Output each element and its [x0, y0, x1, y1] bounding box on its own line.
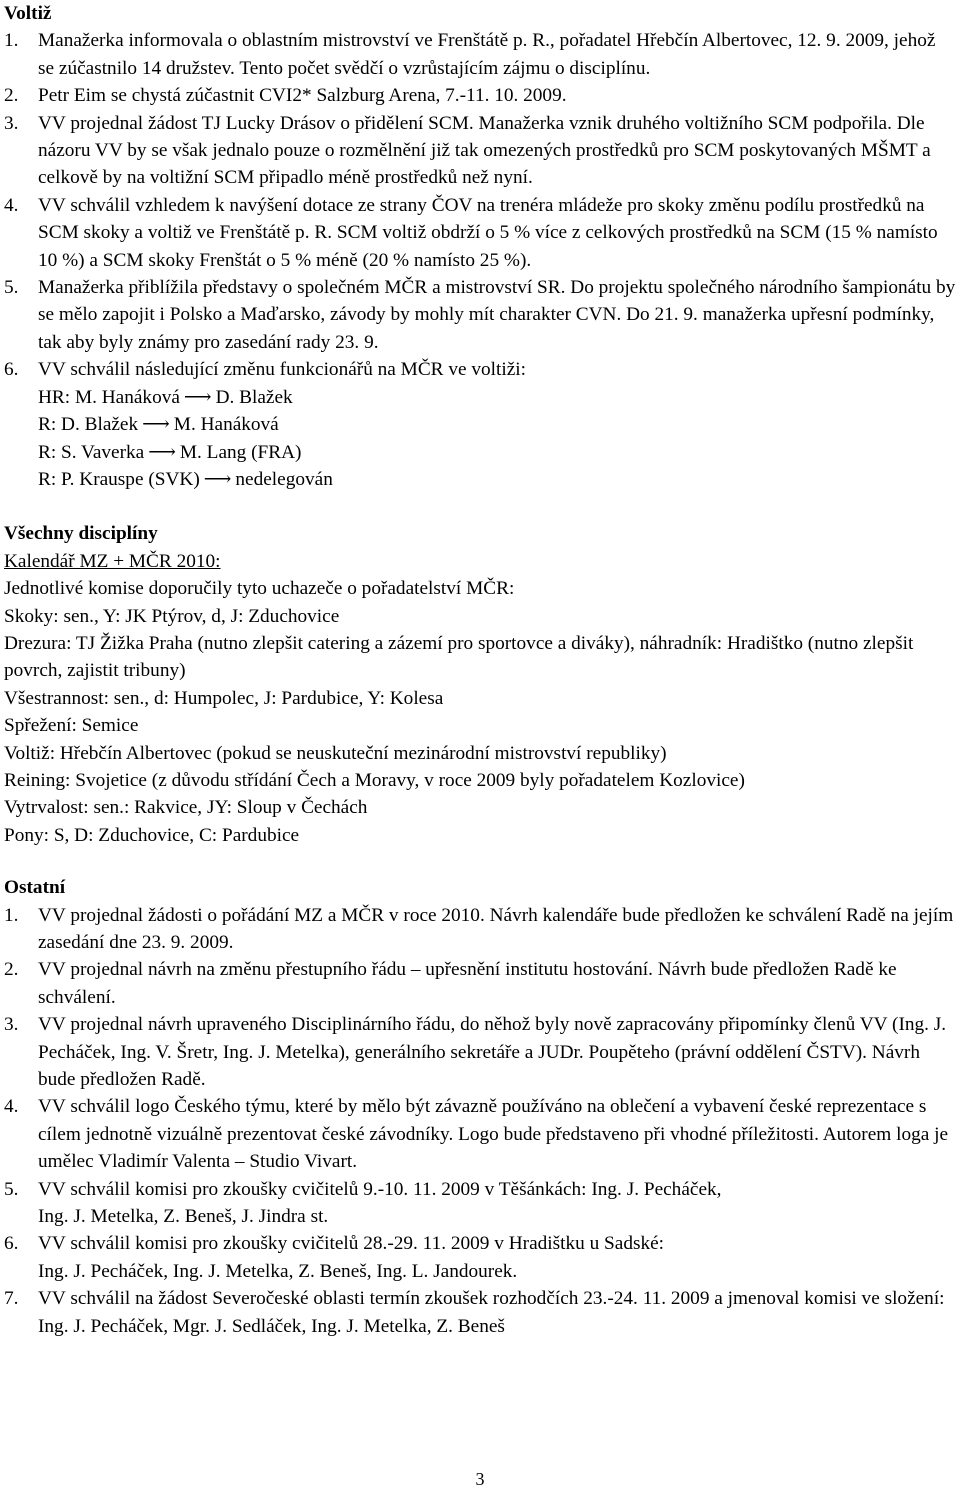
item-number: 6.	[4, 1233, 19, 1255]
official-from: R: P. Krauspe (SVK)	[38, 468, 200, 490]
ostatni-list	[4, 902, 956, 1341]
calendar-subheading: Kalendář MZ + MČR 2010:	[4, 550, 221, 572]
item-text: VV schválil vzhledem k navýšení dotace ze strany ČOV na trenéra mládeže pro skoky změnu podílu prostředků na SCM skoky a voltiž ve Frenštátě p. R. SCM voltiž obdrží o 5 % více z celkových prostředků na SCM (15 % namísto 10 %) a SCM skoky Frenštát o 5 % méně (20 % namísto 25 %).	[38, 194, 938, 271]
item-text	[38, 1230, 956, 1285]
list-item	[4, 1176, 956, 1231]
item-text-line: Ing. J. Pecháček, Ing. J. Metelka, Z. Beneš, Ing. L. Jandourek.	[38, 1260, 518, 1282]
official-to: M. Hanáková	[173, 414, 279, 436]
official-from: HR: M. Hanáková	[38, 386, 180, 408]
section-heading-voltiz: Voltiž	[4, 3, 52, 24]
arrow-right-icon: ⟶	[142, 414, 170, 436]
item-text: VV projednal návrh na změnu přestupního řádu – upřesnění institutu hostování. Návrh bude předložen Radě ke schválení.	[38, 959, 897, 1008]
item-text	[38, 356, 956, 493]
list-item	[4, 192, 956, 274]
list-item	[4, 1093, 956, 1175]
item-text: Manažerka přiblížila představy o společném MČR a mistrovství SR. Do projektu společného národního šampionátu by se mělo zapojit i Polsko a Maďarsko, závody by mohly mít charakter CVN. Do 21. 9. manažerka upřesní podmínky, tak aby byly známy pro zasedání rady 23. 9.	[38, 277, 956, 353]
calendar-line: Spřežení: Semice	[4, 715, 139, 737]
item-text-line: VV schválil komisi pro zkoušky cvičitelů 28.-29. 11. 2009 v Hradištku u Sadské:	[38, 1233, 665, 1255]
item-number: 6.	[4, 359, 19, 381]
list-item	[4, 956, 956, 1011]
item-text: Petr Eim se chystá zúčastnit CVI2* Salzburg Arena, 7.-11. 10. 2009.	[38, 85, 567, 107]
section-heading-vsechny-discipliny: Všechny disciplíny	[4, 523, 158, 545]
calendar-line: Jednotlivé komise doporučily tyto uchazeče o pořadatelství MČR:	[4, 578, 515, 600]
list-item	[4, 110, 956, 192]
spacer	[4, 493, 956, 520]
item-text: VV projednal návrh upraveného Disciplinárního řádu, do něhož byly nově zapracovány připomínky členů VV (Ing. J. Pecháček, Ing. V. Šretr, Ing. J. Metelka), generálního sekretáře a JUDr. Poupěteho (právní oddělení ČSTV). Návrh bude předložen Radě.	[38, 1014, 947, 1091]
calendar-line: Drezura: TJ Žižka Praha (nutno zlepšit catering a zázemí pro sportovce a diváky), náhradník: Hradištko (nutno zlepšit povrch, zajistit tribuny)	[4, 632, 914, 682]
spacer	[4, 849, 956, 874]
item-text-intro: VV schválil následující změnu funkcionářů na MČR ve voltiži:	[38, 359, 526, 381]
list-item	[4, 27, 956, 82]
list-item	[4, 1285, 956, 1340]
item-number: 3.	[4, 1014, 19, 1036]
list-item	[4, 1011, 956, 1093]
item-text: Manažerka informovala o oblastním mistrovství ve Frenštátě p. R., pořadatel Hřebčín Albertovec, 12. 9. 2009, jehož se zúčastnilo 14 družstev. Tento počet svědčí o vzrůstajícím zájmu o disciplínu.	[38, 30, 936, 79]
calendar-line: Reining: Svojetice (z důvodu střídání Čech a Moravy, v roce 2009 byly pořadatelem Kozlovice)	[4, 769, 745, 791]
item-number: 2.	[4, 959, 19, 981]
official-to: D. Blažek	[215, 386, 293, 408]
official-from: R: S. Vaverka	[38, 441, 145, 463]
item-number: 1.	[4, 904, 19, 926]
calendar-line: Vytrvalost: sen.: Rakvice, JY: Sloup v Čechách	[4, 797, 368, 819]
list-item	[4, 356, 956, 493]
list-item	[4, 1230, 956, 1285]
list-item	[4, 82, 956, 109]
item-number: 3.	[4, 112, 19, 134]
official-change	[38, 439, 956, 466]
list-item	[4, 902, 956, 957]
document-page	[4, 0, 956, 1340]
item-text-line: Ing. J. Metelka, Z. Beneš, J. Jindra st.	[38, 1206, 329, 1228]
official-to: M. Lang (FRA)	[179, 441, 302, 463]
item-text	[38, 1176, 956, 1231]
calendar-line: Voltiž: Hřebčín Albertovec (pokud se neuskuteční mezinárodní mistrovství republiky)	[4, 742, 667, 764]
official-change	[38, 411, 956, 438]
item-text: VV schválil logo Českého týmu, které by mělo být závazně používáno na oblečení a vybavení české reprezentace s cílem jednotně vizuálně prezentovat české závodníky. Logo bude představeno při vhodné příležitosti. Autorem loga je umělec Vladimír Valenta – Studio Vivart.	[38, 1096, 949, 1173]
official-change	[38, 384, 956, 411]
section-heading-ostatni: Ostatní	[4, 877, 66, 899]
item-number: 4.	[4, 194, 19, 216]
arrow-right-icon: ⟶	[148, 441, 176, 463]
calendar-line: Všestrannost: sen., d: Humpolec, J: Pardubice, Y: Kolesa	[4, 687, 444, 709]
calendar-line: Skoky: sen., Y: JK Ptýrov, d, J: Zduchovice	[4, 605, 340, 627]
voltiz-list	[4, 27, 956, 493]
official-from: R: D. Blažek	[38, 414, 139, 436]
arrow-right-icon: ⟶	[203, 468, 232, 490]
item-text: VV schválil na žádost Severočeské oblasti termín zkoušek rozhodčích 23.-24. 11. 2009 a jmenoval komisi ve složení: Ing. J. Pecháček, Mgr. J. Sedláček, Ing. J. Metelka, Z. Beneš	[38, 1288, 945, 1337]
arrow-right-icon: ⟶	[183, 386, 212, 408]
calendar-line: Pony: S, D: Zduchovice, C: Pardubice	[4, 824, 300, 846]
official-change	[38, 466, 956, 493]
item-number: 2.	[4, 85, 19, 107]
item-text-line: VV schválil komisi pro zkoušky cvičitelů 9.-10. 11. 2009 v Těšánkách: Ing. J. Pecháček,	[38, 1178, 722, 1200]
item-number: 1.	[4, 30, 19, 52]
item-number: 5.	[4, 1178, 19, 1200]
list-item	[4, 274, 956, 356]
official-to: nedelegován	[235, 468, 333, 490]
item-text: VV projednal žádost TJ Lucky Drásov o přidělení SCM. Manažerka vznik druhého voltižního SCM podpořila. Dle názoru VV by se však jednalo pouze o rozmělnění již tak omezených prostředků pro SCM poskytovaných MŠMT a celkově by na voltižní SCM připadlo méně prostředků než nyní.	[38, 112, 931, 189]
item-number: 5.	[4, 277, 19, 299]
page-number: 3	[475, 1469, 485, 1489]
item-text: VV projednal žádosti o pořádání MZ a MČR v roce 2010. Návrh kalendáře bude předložen ke schválení Radě na jejím zasedání dne 23. 9. 2009.	[38, 904, 954, 953]
item-number: 7.	[4, 1288, 19, 1310]
item-number: 4.	[4, 1096, 19, 1118]
